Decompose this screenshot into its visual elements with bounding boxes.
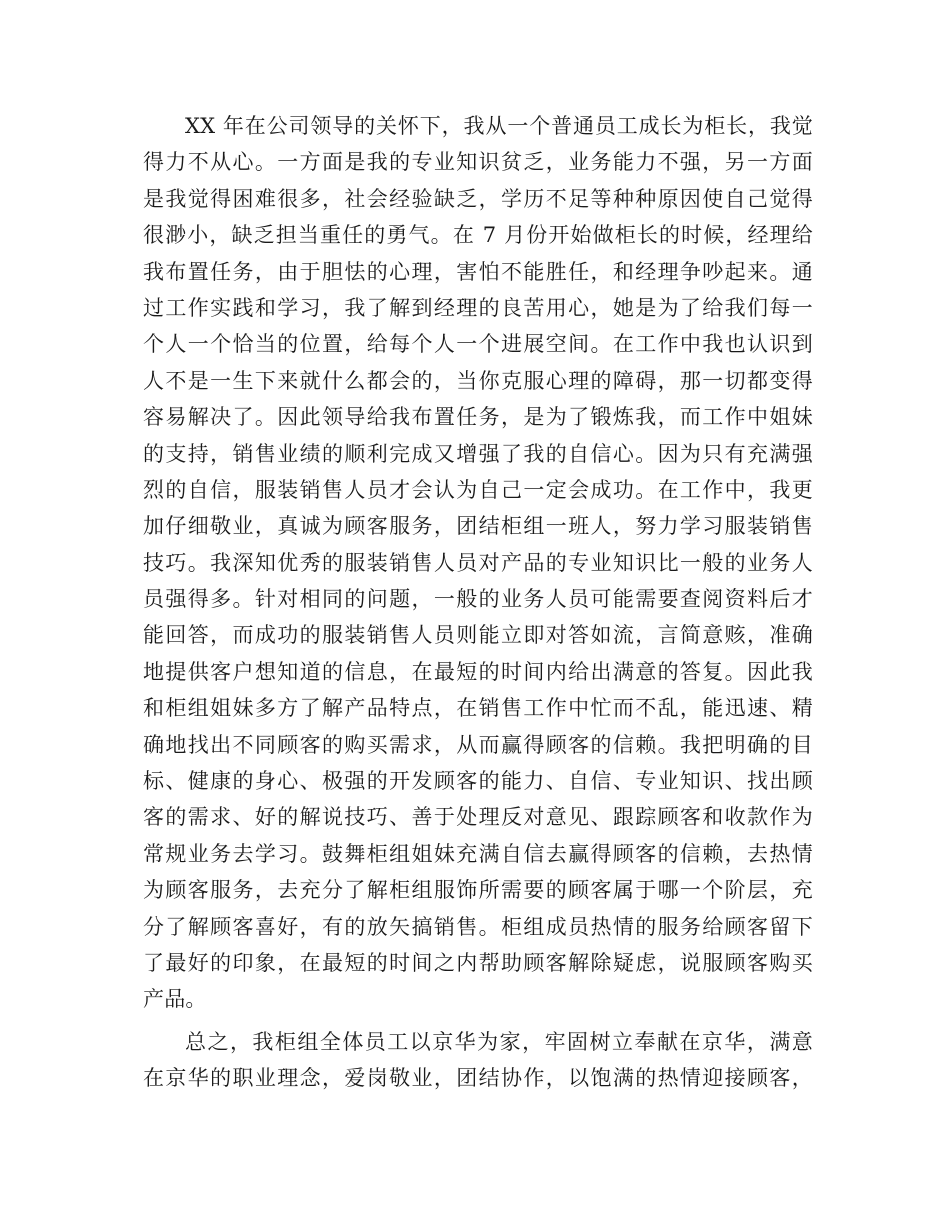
text-line: 烈的自信，服装销售人员才会认为自己一定会成功。在工作中，我更 — [143, 477, 813, 502]
text-line: 地提供客户想知道的信息，在最短的时间内给出满意的答复。因此我 — [143, 659, 813, 684]
text-line: 我布置任务，由于胆怯的心理，害怕不能胜任，和经理争吵起来。通 — [143, 259, 813, 284]
text-line: 在京华的职业理念，爱岗敬业，团结协作，以饱满的热情迎接顾客， — [143, 1066, 813, 1091]
text-line: 标、健康的身心、极强的开发顾客的能力、自信、专业知识、找出顾 — [143, 769, 813, 794]
text-line: 得力不从心。一方面是我的专业知识贫乏，业务能力不强，另一方面 — [143, 150, 813, 175]
text-line: 了最好的印象，在最短的时间之内帮助顾客解除疑虑，说服顾客购买 — [143, 950, 813, 975]
text-line: 很渺小，缺乏担当重任的勇气。在 7 月份开始做柜长的时候，经理给 — [143, 223, 813, 248]
text-line: XX 年在公司领导的关怀下，我从一个普通员工成长为柜长，我觉 — [185, 114, 813, 138]
text-line: 能回答，而成功的服装销售人员则能立即对答如流，言简意赅，准确 — [143, 623, 813, 648]
text-line: 个人一个恰当的位置，给每个人一个进展空间。在工作中我也认识到 — [143, 332, 813, 357]
text-line: 员强得多。针对相同的问题，一般的业务人员可能需要查阅资料后才 — [143, 587, 813, 612]
document-body — [143, 108, 813, 1097]
paragraph — [143, 1024, 813, 1097]
text-line: 是我觉得困难很多，社会经验缺乏，学历不足等种种原因使自己觉得 — [143, 186, 813, 211]
text-line: 总之，我柜组全体员工以京华为家，牢固树立奉献在京华，满意 — [185, 1029, 813, 1054]
text-line: 为顾客服务，去充分了解柜组服饰所需要的顾客属于哪一个阶层，充 — [143, 878, 813, 903]
text-line: 容易解决了。因此领导给我布置任务，是为了锻炼我，而工作中姐妹 — [143, 405, 813, 430]
text-line: 客的需求、好的解说技巧、善于处理反对意见、跟踪顾客和收款作为 — [143, 805, 813, 830]
text-line: 分了解顾客喜好，有的放矢搞销售。柜组成员热情的服务给顾客留下 — [143, 914, 813, 939]
text-line: 技巧。我深知优秀的服装销售人员对产品的专业知识比一般的业务人 — [143, 550, 813, 575]
text-line: 加仔细敬业，真诚为顾客服务，团结柜组一班人，努力学习服装销售 — [143, 514, 813, 539]
text-line: 常规业务去学习。鼓舞柜组姐妹充满自信去赢得顾客的信赖，去热情 — [143, 841, 813, 866]
paragraph — [143, 108, 813, 1018]
text-line: 产品。 — [143, 987, 207, 1012]
text-line: 过工作实践和学习，我了解到经理的良苦用心，她是为了给我们每一 — [143, 295, 813, 320]
text-line: 和柜组姐妹多方了解产品特点，在销售工作中忙而不乱，能迅速、精 — [143, 696, 813, 721]
text-line: 人不是一生下来就什么都会的，当你克服心理的障碍，那一切都变得 — [143, 368, 813, 393]
text-line: 的支持，销售业绩的顺利完成又增强了我的自信心。因为只有充满强 — [143, 441, 813, 466]
text-line: 确地找出不同顾客的购买需求，从而赢得顾客的信赖。我把明确的目 — [143, 732, 813, 757]
